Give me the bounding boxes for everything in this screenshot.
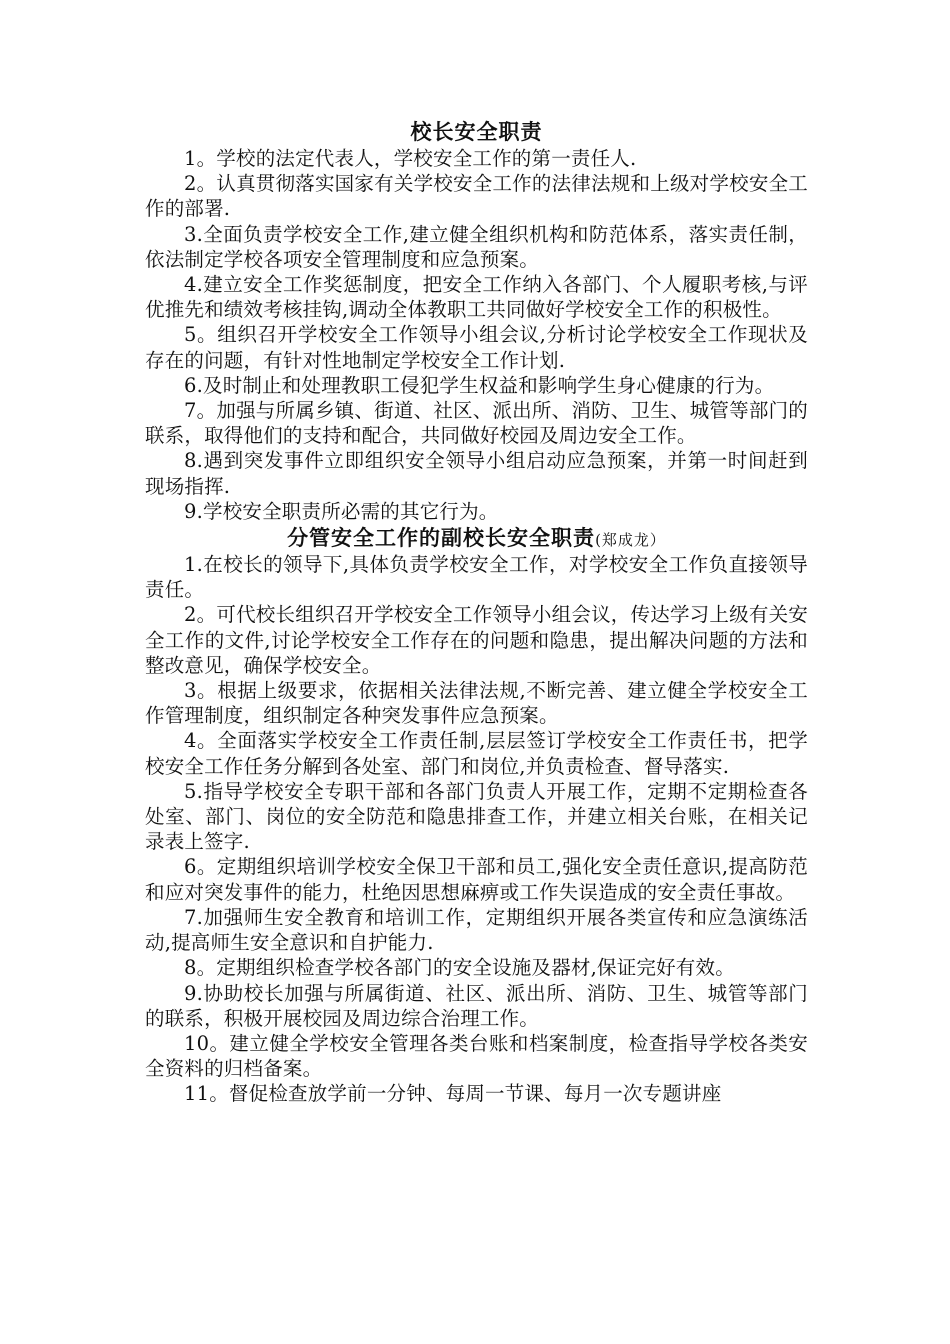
principal-duty-7: 7。加强与所属乡镇、街道、社区、派出所、消防、卫生、城管等部门的联系，取得他们的支持和配合，共同做好校园及周边安全工作。 xyxy=(145,399,808,448)
vice-duty-3: 3。根据上级要求，依据相关法律法规,不断完善、建立健全学校安全工作管理制度，组织制定各种突发事件应急预案。 xyxy=(145,679,808,728)
vice-duty-11: 11。督促检查放学前一分钟、每周一节课、每月一次专题讲座 xyxy=(184,1082,722,1106)
section-title-vice-principal xyxy=(145,524,808,552)
vice-duty-6: 6。定期组织培训学校安全保卫干部和员工,强化安全责任意识,提高防范和应对突发事件的能力，杜绝因思想麻痹或工作失误造成的安全责任事故。 xyxy=(145,855,808,904)
vice-duty-10: 10。建立健全学校安全管理各类台账和档案制度，检查指导学校各类安全资料的归档备案。 xyxy=(145,1031,808,1081)
section-title-principal xyxy=(145,118,808,146)
vice-duty-7: 7.加强师生安全教育和培训工作，定期组织开展各类宣传和应急演练活动,提高师生安全意识和自护能力. xyxy=(145,905,808,955)
principal-duty-1: 1。学校的法定代表人，学校安全工作的第一责任人. xyxy=(184,147,637,170)
vice-duty-4: 4。全面落实学校安全工作责任制,层层签订学校安全工作责任书，把学校安全工作任务分解到各处室、部门和岗位,并负责检查、督导落实. xyxy=(145,729,808,778)
vice-duty-5: 5.指导学校安全专职干部和各部门负责人开展工作，定期不定期检查各处室、部门、岗位的安全防范和隐患排查工作，并建立相关台账，在相关记录表上签字. xyxy=(145,779,808,854)
principal-duty-3: 3.全面负责学校安全工作,建立健全组织机构和防范体系，落实责任制，依法制定学校各项安全管理制度和应急预案。 xyxy=(145,222,808,271)
principal-duty-9: 9.学校安全职责所必需的其它行为。 xyxy=(184,499,499,523)
vice-duty-1: 1.在校长的领导下,具体负责学校安全工作，对学校安全工作负直接领导责任。 xyxy=(145,553,808,602)
principal-duty-6: 6.及时制止和处理教职工侵犯学生权益和影响学生身心健康的行为。 xyxy=(184,373,775,397)
section-title-vice-principal-note: (郑成龙） xyxy=(595,531,666,550)
section-title-vice-principal-text: 分管安全工作的副校长安全职责 xyxy=(287,525,596,551)
section-title-principal-text: 校长安全职责 xyxy=(410,119,543,144)
vice-duty-8: 8。定期组织检查学校各部门的安全设施及器材,保证完好有效。 xyxy=(184,956,735,980)
principal-duty-2: 2。认真贯彻落实国家有关学校安全工作的法律法规和上级对学校安全工作的部署. xyxy=(145,172,808,221)
vice-duty-9: 9.协助校长加强与所属街道、社区、派出所、消防、卫生、城管等部门的联系，积极开展校园及周边综合治理工作。 xyxy=(145,981,808,1030)
principal-duty-5: 5。组织召开学校安全工作领导小组会议,分析讨论学校安全工作现状及存在的问题，有针对性地制定学校安全工作计划. xyxy=(145,323,808,372)
principal-duty-4: 4.建立安全工作奖惩制度，把安全工作纳入各部门、个人履职考核,与评优推先和绩效考核挂钩,调动全体教职工共同做好学校安全工作的积极性。 xyxy=(145,273,808,322)
principal-duty-8: 8.遇到突发事件立即组织安全领导小组启动应急预案，并第一时间赶到现场指挥. xyxy=(145,449,808,498)
vice-duty-2: 2。可代校长组织召开学校安全工作领导小组会议，传达学习上级有关安全工作的文件,讨论学校安全工作存在的问题和隐患，提出解决问题的方法和整改意见，确保学校安全。 xyxy=(145,603,808,677)
